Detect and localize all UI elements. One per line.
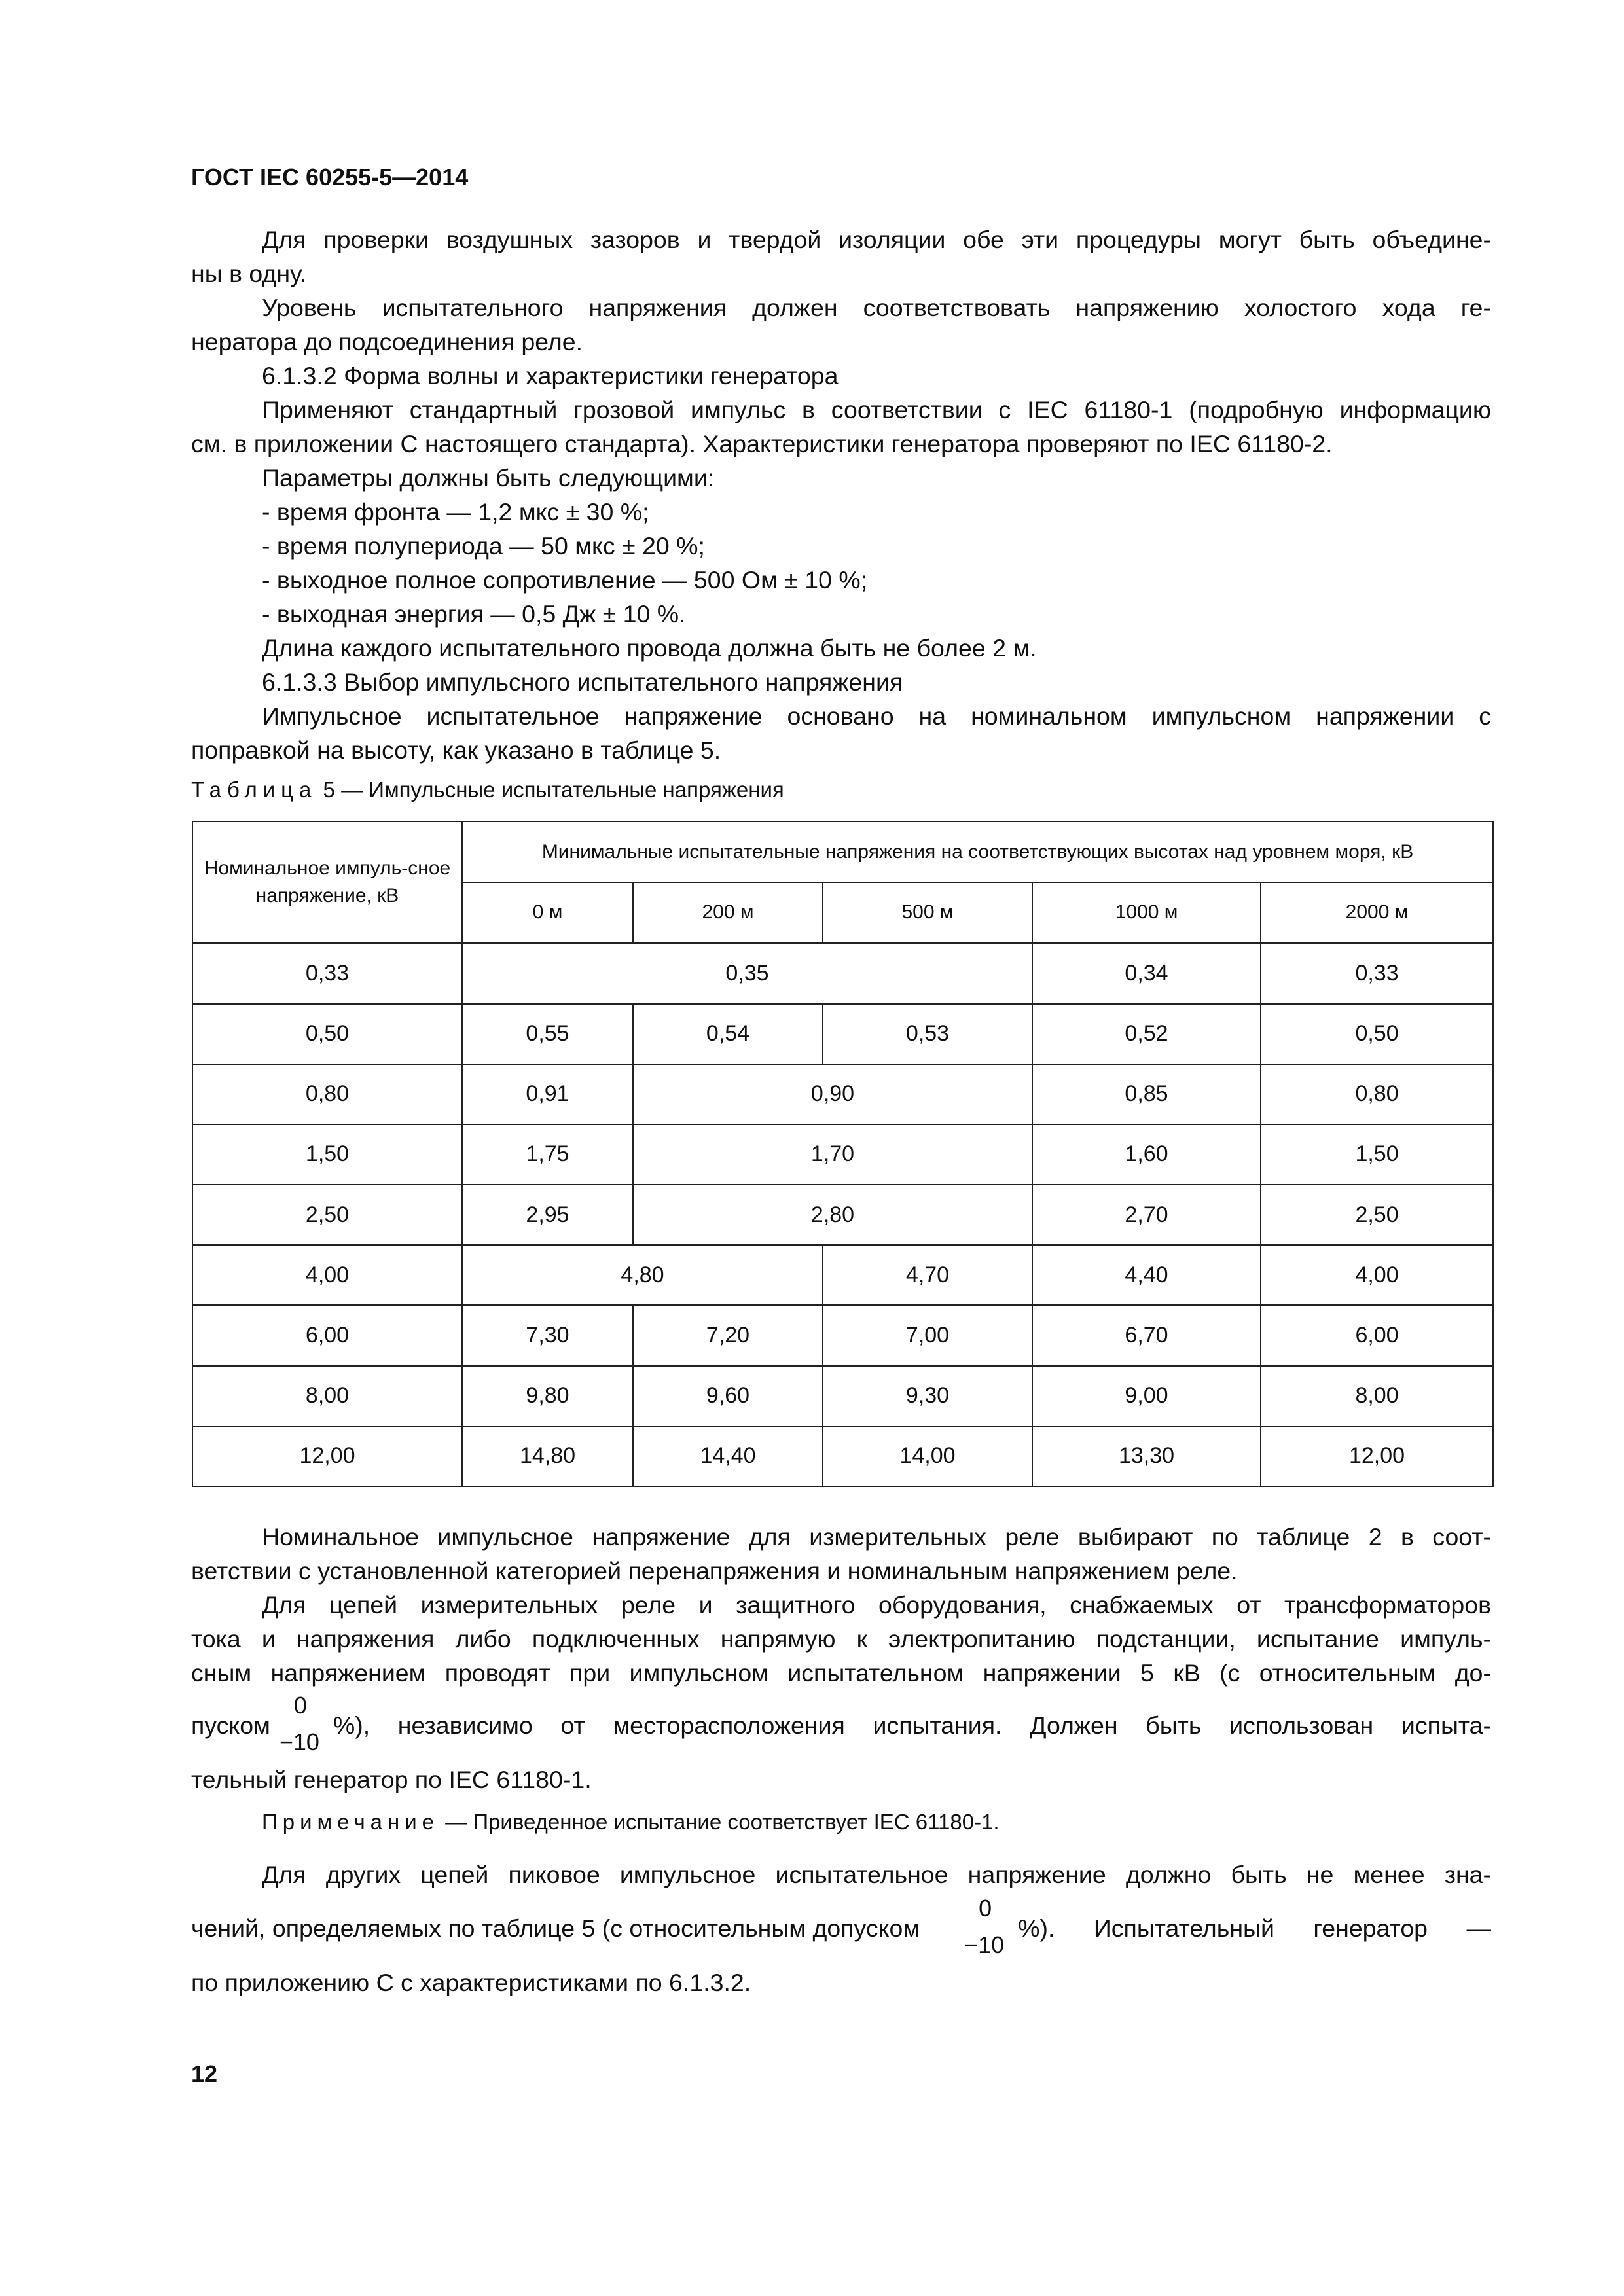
list-item: - время полупериода — 50 мкс ± 20 %; bbox=[262, 532, 705, 560]
table-cell: 6,70 bbox=[1032, 1305, 1261, 1365]
paragraph-line: Для других цепей пиковое импульсное испытательное напряжение должно быть не менее зна- bbox=[262, 1861, 1491, 1888]
table-row bbox=[192, 943, 1493, 1003]
table-caption-title: 5 — Импульсные испытательные напряжения bbox=[317, 778, 784, 802]
table-cell: 2,70 bbox=[1032, 1185, 1261, 1245]
document-header: ГОСТ IEC 60255-5—2014 bbox=[191, 164, 469, 190]
table-header-altitude: 200 м bbox=[633, 882, 823, 943]
table-cell: 8,00 bbox=[1261, 1366, 1493, 1426]
table-cell: 0,33 bbox=[192, 943, 462, 1003]
table-header-altitude: 1000 м bbox=[1032, 882, 1261, 943]
table-header-group: Минимальные испытательные напряжения на соответствующих высотах над уровнем моря, кВ bbox=[462, 821, 1493, 882]
paragraph-line: см. в приложении С настоящего стандарта). Характеристики генератора проверяют по IEC 61180-2. bbox=[191, 430, 1333, 457]
page-number: 12 bbox=[191, 2060, 218, 2087]
table-cell: 6,00 bbox=[1261, 1305, 1493, 1365]
table-cell: 0,85 bbox=[1032, 1064, 1261, 1124]
table-row bbox=[192, 1124, 1493, 1185]
text-fragment: %), независимо от месторасположения испытания. Должен быть использован испыта- bbox=[333, 1712, 1491, 1739]
note bbox=[262, 1810, 1000, 1835]
table-cell: 13,30 bbox=[1032, 1426, 1261, 1486]
paragraph-line: Для проверки воздушных зазоров и твердой изоляции обе эти процедуры могут быть объедине- bbox=[262, 226, 1491, 253]
table-cell: 1,70 bbox=[633, 1124, 1032, 1185]
paragraph-line: Применяют стандартный грозовой импульс в соответствии с IEC 61180-1 (подробную информацию bbox=[262, 396, 1491, 423]
table-caption-label: Таблица bbox=[191, 778, 317, 802]
paragraph-line: Длина каждого испытательного провода должна быть не более 2 м. bbox=[262, 634, 1037, 662]
tolerance-fraction bbox=[964, 1895, 1010, 1958]
tolerance-lower: −10 bbox=[279, 1729, 319, 1755]
text-fragment: пуском bbox=[191, 1712, 270, 1739]
table-cell: 4,00 bbox=[192, 1245, 462, 1305]
table-cell: 1,50 bbox=[192, 1124, 462, 1185]
table-header-altitude: 2000 м bbox=[1261, 882, 1493, 943]
tolerance-fraction bbox=[279, 1692, 325, 1755]
table-cell: 9,60 bbox=[633, 1366, 823, 1426]
impulse-voltage-table bbox=[192, 821, 1494, 1487]
table-cell: 14,80 bbox=[462, 1426, 633, 1486]
table-cell: 2,50 bbox=[1261, 1185, 1493, 1245]
table-cell: 1,50 bbox=[1261, 1124, 1493, 1185]
text-fragment: чений, определяемых по таблице 5 (с относительным допуском bbox=[191, 1914, 920, 1942]
table-cell: 0,91 bbox=[462, 1064, 633, 1124]
table-cell: 4,70 bbox=[823, 1245, 1032, 1305]
paragraph-line: Номинальное импульсное напряжение для измерительных реле выбирают по таблице 2 в соот- bbox=[262, 1523, 1491, 1551]
table-cell: 0,80 bbox=[1261, 1064, 1493, 1124]
paragraph-line-with-tolerance bbox=[191, 1895, 1491, 1958]
table-cell: 12,00 bbox=[1261, 1426, 1493, 1486]
paragraph-line: сным напряжением проводят при импульсном испытательном напряжении 5 кВ (с относительным до- bbox=[191, 1659, 1491, 1687]
table-cell: 0,35 bbox=[462, 943, 1032, 1003]
table-cell: 4,80 bbox=[462, 1245, 823, 1305]
paragraph-line: нератора до подсоединения реле. bbox=[191, 328, 583, 355]
table-cell: 6,00 bbox=[192, 1305, 462, 1365]
table-cell: 0,52 bbox=[1032, 1004, 1261, 1064]
table-cell: 0,34 bbox=[1032, 943, 1261, 1003]
table-cell: 9,30 bbox=[823, 1366, 1032, 1426]
table-cell: 9,00 bbox=[1032, 1366, 1261, 1426]
table-cell: 0,80 bbox=[192, 1064, 462, 1124]
table-row bbox=[192, 1426, 1493, 1486]
table-cell: 0,90 bbox=[633, 1064, 1032, 1124]
table-cell: 14,00 bbox=[823, 1426, 1032, 1486]
table-cell: 1,75 bbox=[462, 1124, 633, 1185]
table-cell: 4,00 bbox=[1261, 1245, 1493, 1305]
table-row bbox=[192, 1245, 1493, 1305]
tolerance-upper: 0 bbox=[979, 1895, 992, 1922]
list-item: - выходная энергия — 0,5 Дж ± 10 %. bbox=[262, 600, 686, 628]
section-heading-6-1-3-3: 6.1.3.3 Выбор импульсного испытательного напряжения bbox=[262, 668, 903, 696]
table-cell: 1,60 bbox=[1032, 1124, 1261, 1185]
section-heading-6-1-3-2: 6.1.3.2 Форма волны и характеристики генератора bbox=[262, 362, 839, 389]
paragraph-line: Для цепей измерительных реле и защитного оборудования, снабжаемых от трансформаторов bbox=[262, 1591, 1491, 1619]
table-cell: 14,40 bbox=[633, 1426, 823, 1486]
table-cell: 0,33 bbox=[1261, 943, 1493, 1003]
note-text: — Приведенное испытание соответствует IEC 61180-1. bbox=[439, 1810, 1000, 1834]
table-cell: 7,20 bbox=[633, 1305, 823, 1365]
list-item: - выходное полное сопротивление — 500 Ом ± 10 %; bbox=[262, 566, 868, 594]
table-cell: 0,53 bbox=[823, 1004, 1032, 1064]
table-cell: 0,54 bbox=[633, 1004, 823, 1064]
paragraph-line: поправкой на высоту, как указано в таблице 5. bbox=[191, 736, 721, 764]
table-cell: 0,50 bbox=[1261, 1004, 1493, 1064]
table-cell: 9,80 bbox=[462, 1366, 633, 1426]
table-caption bbox=[191, 778, 784, 802]
tolerance-upper: 0 bbox=[293, 1692, 307, 1719]
paragraph-line: ветствии с установленной категорией перенапряжения и номинальным напряжением реле. bbox=[191, 1557, 1238, 1585]
table-header-nominal: Номинальное импуль-сное напряжение, кВ bbox=[192, 821, 462, 943]
table-cell: 2,95 bbox=[462, 1185, 633, 1245]
table-row bbox=[192, 1064, 1493, 1124]
table-cell: 2,80 bbox=[633, 1185, 1032, 1245]
table-row bbox=[192, 1366, 1493, 1426]
table-row bbox=[192, 1305, 1493, 1365]
table-row bbox=[192, 1004, 1493, 1064]
paragraph-line: ны в одну. bbox=[191, 260, 307, 287]
table-cell: 7,00 bbox=[823, 1305, 1032, 1365]
table-cell: 0,55 bbox=[462, 1004, 633, 1064]
tolerance-lower: −10 bbox=[964, 1931, 1005, 1958]
paragraph-line-with-tolerance bbox=[191, 1692, 1491, 1755]
paragraph-line: Импульсное испытательное напряжение основано на номинальном импульсном напряжении с bbox=[262, 702, 1491, 730]
table-cell: 0,50 bbox=[192, 1004, 462, 1064]
paragraph-line: Параметры должны быть следующими: bbox=[262, 464, 715, 492]
paragraph-line: тока и напряжения либо подключенных напрямую к электропитанию подстанции, испытание импуль- bbox=[191, 1625, 1491, 1653]
paragraph-line: по приложению С с характеристиками по 6.1.3.2. bbox=[191, 1969, 751, 1996]
text-fragment: %). Испытательный генератор — bbox=[1018, 1914, 1491, 1942]
table-cell: 12,00 bbox=[192, 1426, 462, 1486]
table-header-altitude: 500 м bbox=[823, 882, 1032, 943]
paragraph-line: Уровень испытательного напряжения должен соответствовать напряжению холостого хода ге- bbox=[262, 294, 1491, 321]
table-row bbox=[192, 1185, 1493, 1245]
table-cell: 8,00 bbox=[192, 1366, 462, 1426]
list-item: - время фронта — 1,2 мкс ± 30 %; bbox=[262, 498, 649, 526]
table-cell: 4,40 bbox=[1032, 1245, 1261, 1305]
note-label: Примечание bbox=[262, 1810, 440, 1834]
table-cell: 7,30 bbox=[462, 1305, 633, 1365]
paragraph-line: тельный генератор по IEC 61180-1. bbox=[191, 1766, 592, 1793]
table-cell: 2,50 bbox=[192, 1185, 462, 1245]
table-header-altitude: 0 м bbox=[462, 882, 633, 943]
